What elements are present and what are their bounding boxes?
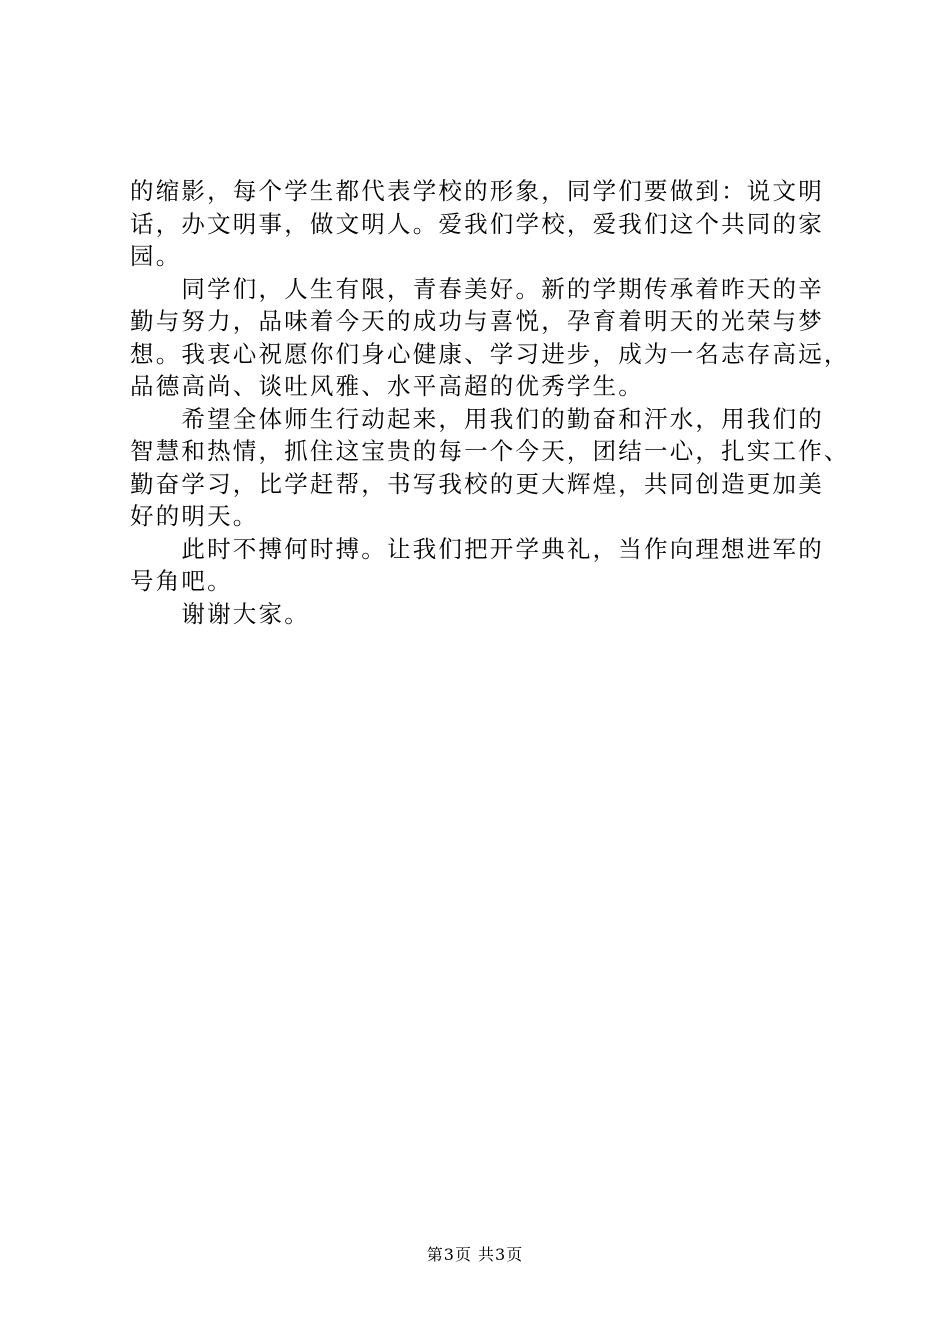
text-line: 勤与努力，品味着今天的成功与喜悦，孕育着明天的光荣与梦 — [130, 307, 824, 335]
text-line: 谢谢大家。 — [130, 599, 310, 628]
text-line: 园。 — [130, 242, 182, 270]
document-body — [130, 175, 850, 630]
page-number-footer: 第3页 共3页 — [426, 1245, 524, 1264]
text-line: 同学们，人生有限，青春美好。新的学期传承着昨天的辛 — [130, 274, 824, 303]
text-line: 好的明天。 — [130, 502, 259, 530]
text-line: 勤奋学习，比学赶帮，书写我校的更大辉煌，共同创造更加美 — [130, 469, 824, 498]
text-line: 号角吧。 — [130, 567, 233, 595]
text-line: 想。我衷心祝愿你们身心健康、学习进步，成为一名志存高远， — [130, 339, 850, 368]
text-line: 此时不搏何时搏。让我们把开学典礼，当作向理想进军的 — [130, 534, 824, 563]
text-line: 智慧和热情，抓住这宝贵的每一个今天，团结一心，扎实工作、 — [130, 437, 850, 465]
text-line: 话，办文明事，做文明人。爱我们学校，爱我们这个共同的家 — [130, 209, 824, 238]
text-line: 希望全体师生行动起来，用我们的勤奋和汗水，用我们的 — [130, 404, 824, 433]
text-line: 的缩影，每个学生都代表学校的形象，同学们要做到：说文明 — [130, 177, 824, 205]
text-line: 品德高尚、谈吐风雅、水平高超的优秀学生。 — [130, 372, 644, 400]
